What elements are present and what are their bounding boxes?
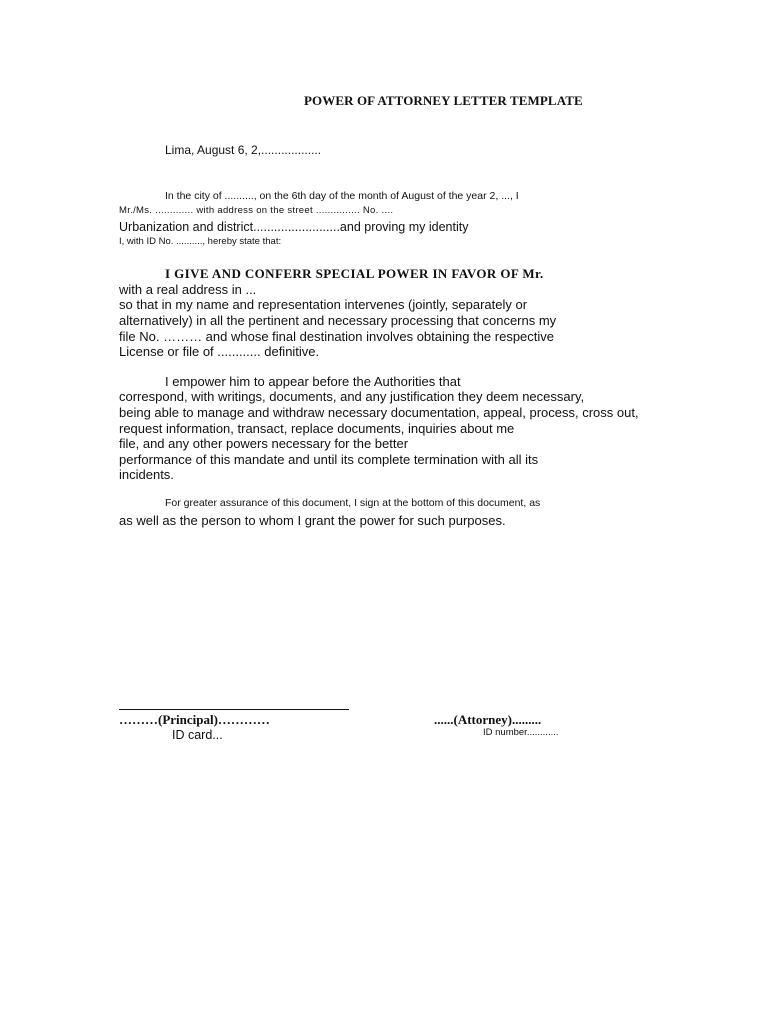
document-title: POWER OF ATTORNEY LETTER TEMPLATE [304, 93, 583, 108]
principal-signature-line [119, 709, 349, 710]
attorney-id: ID number............ [483, 727, 559, 738]
empower-line-5: file, and any other powers necessary for the better [119, 436, 409, 451]
intro-line-1: In the city of .........., on the 6th day of the month of August of the year 2, ..., I [165, 190, 519, 202]
empower-line-4: request information, transact, replace documents, inquiries about me [119, 421, 515, 436]
intro-line-4: I, with ID No. .........., hereby state that: [119, 236, 282, 247]
grant-line-2: with a real address in ... [119, 282, 257, 297]
empower-line-1: I empower him to appear before the Authorities that [165, 374, 461, 389]
empower-line-3: being able to manage and withdraw necessary documentation, appeal, process, cross out, [119, 405, 639, 420]
attorney-label: ......(Attorney)......... [434, 712, 542, 727]
empower-line-6: performance of this mandate and until its complete termination with all its [119, 452, 539, 467]
grant-line-5: file No. ……… and whose final destination involves obtaining the respective [119, 329, 555, 344]
grant-line-3: so that in my name and representation intervenes (jointly, separately or [119, 297, 528, 312]
intro-line-3: Urbanization and district.........................and proving my identity [119, 220, 469, 234]
assurance-line-2: as well as the person to whom I grant the power for such purposes. [119, 513, 506, 528]
principal-id: ID card... [172, 728, 223, 742]
principal-label: ………(Principal)………… [119, 712, 270, 727]
empower-line-2: correspond, with writings, documents, and any justification they deem necessary, [119, 389, 585, 404]
assurance-line-1: For greater assurance of this document, I sign at the bottom of this document, as [165, 497, 541, 509]
grant-line-1: I GIVE AND CONFERR SPECIAL POWER IN FAVOR OF Mr. [165, 266, 544, 281]
date-line: Lima, August 6, 2,.................. [165, 143, 322, 157]
grant-line-6: License or file of ............ definitive. [119, 344, 320, 359]
grant-line-4: alternatively) in all the pertinent and necessary processing that concerns my [119, 313, 557, 328]
empower-line-7: incidents. [119, 467, 174, 482]
intro-line-2: Mr./Ms. ............. with address on the street ............... No. .... [119, 205, 394, 216]
